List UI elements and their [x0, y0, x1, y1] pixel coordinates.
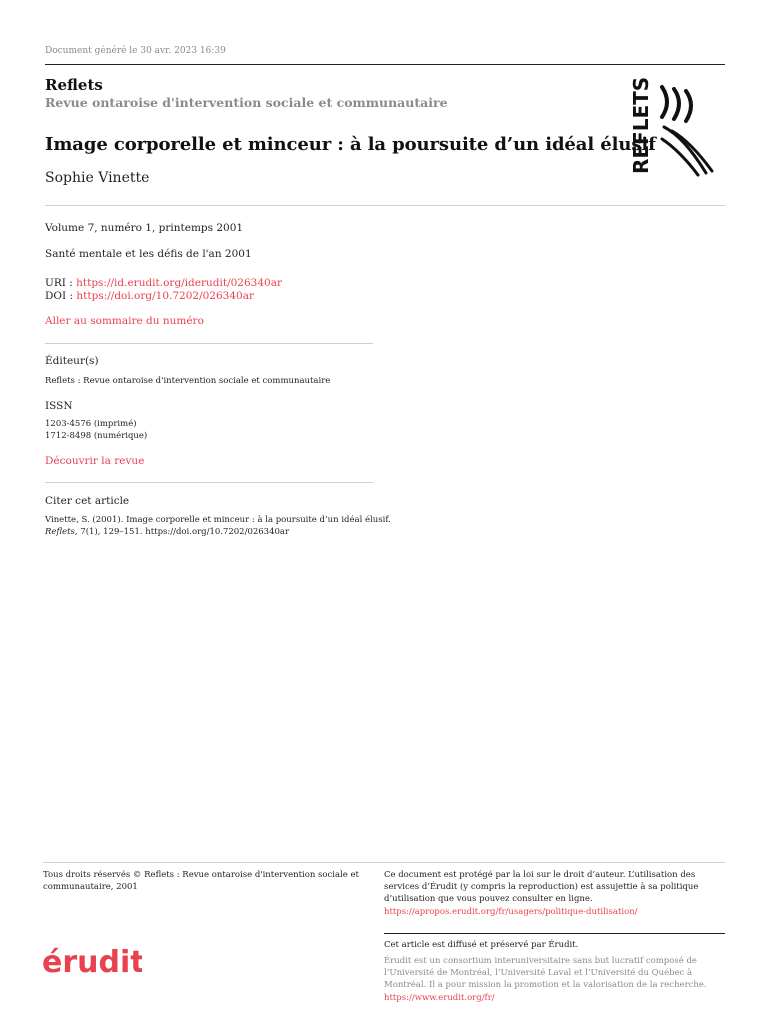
journal-subtitle: Revue ontaroise d'intervention sociale et communautaire [45, 95, 448, 110]
consortium-description: Érudit est un consortium interuniversitaire sans but lucratif composé de l’Université de Montréal, l’Université Laval et l’Université du Québec à Montréal. Il a pour mission la promotion et la valorisation de la recherche. [384, 956, 707, 990]
section-divider [45, 482, 373, 483]
reflets-logo-graphic [626, 77, 722, 177]
publisher-name: Reflets : Revue ontaroise d'intervention sociale et communautaire [45, 376, 331, 386]
erudit-logo-text: érudit [42, 945, 142, 976]
policy-link[interactable]: https://apropos.erudit.org/fr/usagers/politique-dutilisation/ [384, 907, 638, 917]
issn-heading: ISSN [45, 400, 73, 412]
issn-print: 1203-4576 (imprimé) [45, 419, 137, 429]
erudit-link[interactable]: https://www.erudit.org/fr/ [384, 993, 495, 1003]
doi-line [45, 290, 254, 302]
doi-label: DOI : [45, 290, 77, 302]
issn-list [45, 418, 147, 442]
copyright-notice: Ce document est protégé par la loi sur le droit d’auteur. L’utilisation des services d’Érudit (y compris la reproduction) est assujettie à sa politique d’utilisation que vous pouvez consulter en ligne. [384, 870, 699, 904]
reflets-logo [626, 77, 722, 177]
journal-title: Reflets [45, 76, 103, 94]
uri-label: URI : [45, 277, 77, 289]
publisher-heading: Éditeur(s) [45, 355, 99, 367]
citation-source [45, 526, 405, 538]
generated-date: Document généré le 30 avr. 2023 16:39 [45, 46, 226, 56]
article-author: Sophie Vinette [45, 170, 150, 186]
uri-link[interactable]: https://id.erudit.org/iderudit/026340ar [76, 277, 282, 289]
toc-link[interactable]: Aller au sommaire du numéro [45, 315, 204, 327]
citation-journal: Reflets [45, 527, 75, 537]
erudit-logo[interactable] [42, 940, 142, 976]
issue-volume: Volume 7, numéro 1, printemps 2001 [45, 222, 244, 234]
header-divider [45, 205, 725, 206]
footer-divider [43, 862, 725, 863]
diffusion-notice: Cet article est diffusé et préservé par Érudit. [384, 940, 579, 950]
top-divider [45, 64, 725, 65]
section-divider [45, 343, 373, 344]
erudit-logo-graphic [42, 940, 142, 976]
uri-line [45, 277, 282, 289]
rights-notice: Tous droits réservés © Reflets : Revue ontaroise d'intervention sociale et communautaire, 2001 [43, 870, 359, 892]
citation-text [45, 514, 405, 538]
citation-line: Vinette, S. (2001). Image corporelle et minceur : à la poursuite d’un idéal élusif. [45, 515, 391, 525]
cite-heading: Citer cet article [45, 495, 130, 507]
issn-digital: 1712-8498 (numérique) [45, 431, 148, 441]
doi-link[interactable]: https://doi.org/10.7202/026340ar [76, 290, 254, 302]
reflets-logo-text: REFLETS [629, 77, 653, 174]
citation-rest: , 7(1), 129–151. https://doi.org/10.7202/026340ar [74, 527, 290, 537]
article-title: Image corporelle et minceur : à la poursuite d’un idéal élusif [45, 134, 656, 155]
discover-journal-link[interactable]: Découvrir la revue [45, 455, 145, 467]
footer-divider-secondary [384, 933, 725, 934]
issue-theme: Santé mentale et les défis de l'an 2001 [45, 248, 252, 260]
